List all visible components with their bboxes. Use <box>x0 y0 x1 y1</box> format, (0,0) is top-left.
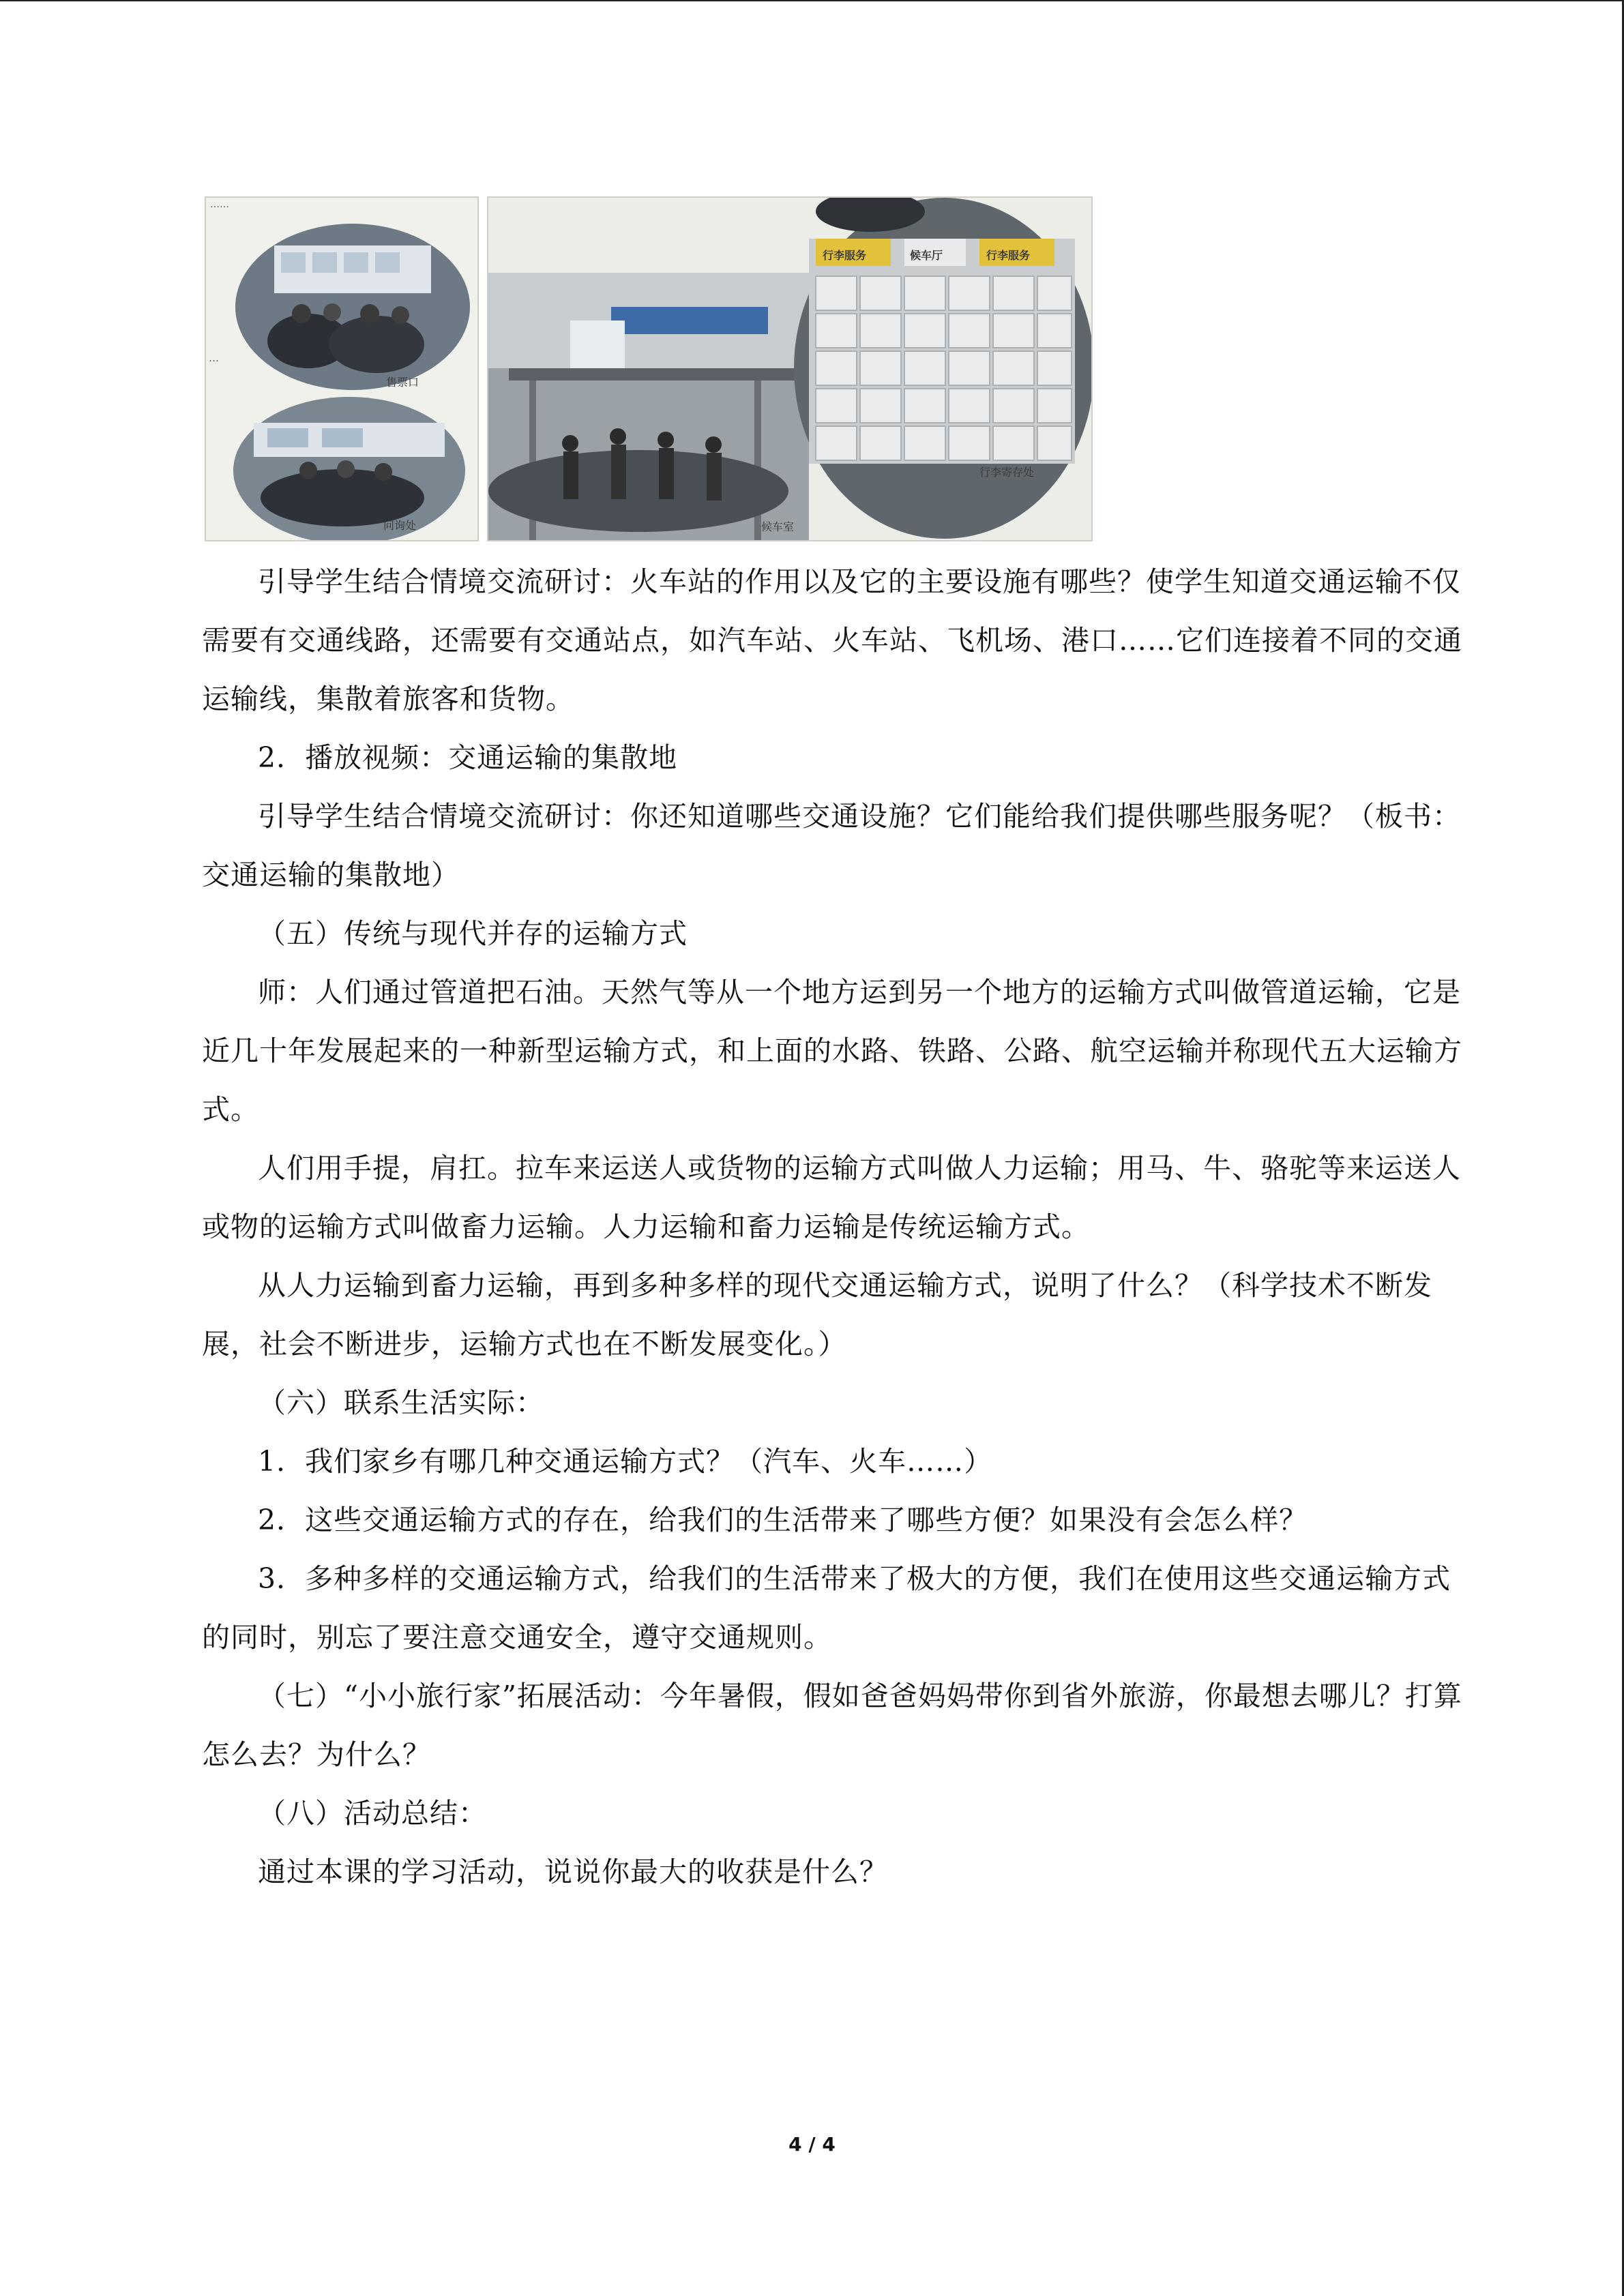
paragraph-human-animal-transport: 人们用手提，肩扛。拉车来运送人或货物的运输方式叫做人力运输；用马、牛、骆驼等来运送人或物的运输方式叫做畜力运输。人力运输和畜力运输是传统运输方式。 <box>202 1152 1461 1243</box>
svg-text:……: …… <box>210 199 229 210</box>
page-border-top <box>0 0 1624 1</box>
ticket-window-caption: 售票口 <box>386 376 419 389</box>
paragraph-development-question: 从人力运输到畜力运输，再到多种多样的现代交通运输方式，说明了什么？（科学技术不断发展，社会不断进步，运输方式也在不断发展变化。） <box>202 1269 1432 1360</box>
list-item-convenience: 2．这些交通运输方式的存在，给我们的生活带来了哪些方便？如果没有会怎么样？ <box>258 1504 1308 1536</box>
waiting-room-caption: 候车室 <box>761 520 795 533</box>
ticket-office-illustration <box>206 198 479 541</box>
section-heading-summary: （八）活动总结： <box>258 1797 487 1830</box>
page-number: 4 / 4 <box>788 2133 836 2156</box>
section-heading-real-life: （六）联系生活实际： <box>258 1386 544 1419</box>
luggage-service-sign-2: 行李服务 <box>986 249 1031 262</box>
train-station-photo-collage <box>205 196 1093 541</box>
section-heading-traditional-modern: （五）传统与现代并存的运输方式 <box>258 917 688 950</box>
paragraph-facilities-discussion: 引导学生结合情境交流研讨：你还知道哪些交通设施？它们能给我们提供哪些服务呢？（板书：交通运输的集散地） <box>202 800 1461 891</box>
list-item-safety: 3．多种多样的交通运输方式，给我们的生活带来了极大的方便，我们在使用这些交通运输方式的同时，别忘了要注意交通安全，遵守交通规则。 <box>202 1562 1451 1654</box>
inquiry-desk-caption: 问询处 <box>383 519 417 532</box>
paragraph-pipeline-transport: 师：人们通过管道把石油。天然气等从一个地方运到另一个地方的运输方式叫做管道运输，它是近几十年发展起来的一种新型运输方式，和上面的水路、铁路、公路、航空运输并称现代五大运输方式。 <box>202 976 1462 1126</box>
paragraph-play-video: 2．播放视频：交通运输的集散地 <box>258 741 678 774</box>
paragraph-station-discussion: 引导学生结合情境交流研讨：火车站的作用以及它的主要设施有哪些？使学生知道交通运输不仅需要有交通线路，还需要有交通站点，如汽车站、火车站、飞机场、港口……它们连接着不同的交通运输线，集散着旅客和货物。 <box>202 565 1462 715</box>
lesson-body-text <box>202 552 1477 1901</box>
list-item-hometown-transport: 1．我们家乡有哪几种交通运输方式？（汽车、火车……） <box>258 1445 993 1478</box>
svg-text:…: … <box>209 352 219 364</box>
luggage-storage-caption: 行李寄存处 <box>979 466 1035 479</box>
ticket-office-photo <box>205 196 479 541</box>
paragraph-summary-question: 通过本课的学习活动，说说你最大的收获是什么？ <box>258 1855 888 1888</box>
paragraph-little-traveler: （七）“小小旅行家”拓展活动：今年暑假，假如爸爸妈妈带你到省外旅游，你最想去哪儿？打算怎么去？为什么？ <box>202 1680 1462 1771</box>
luggage-service-sign-1: 行李服务 <box>823 249 867 262</box>
waiting-room-photo <box>487 196 1093 541</box>
waiting-hall-sign: 候车厅 <box>910 249 943 262</box>
